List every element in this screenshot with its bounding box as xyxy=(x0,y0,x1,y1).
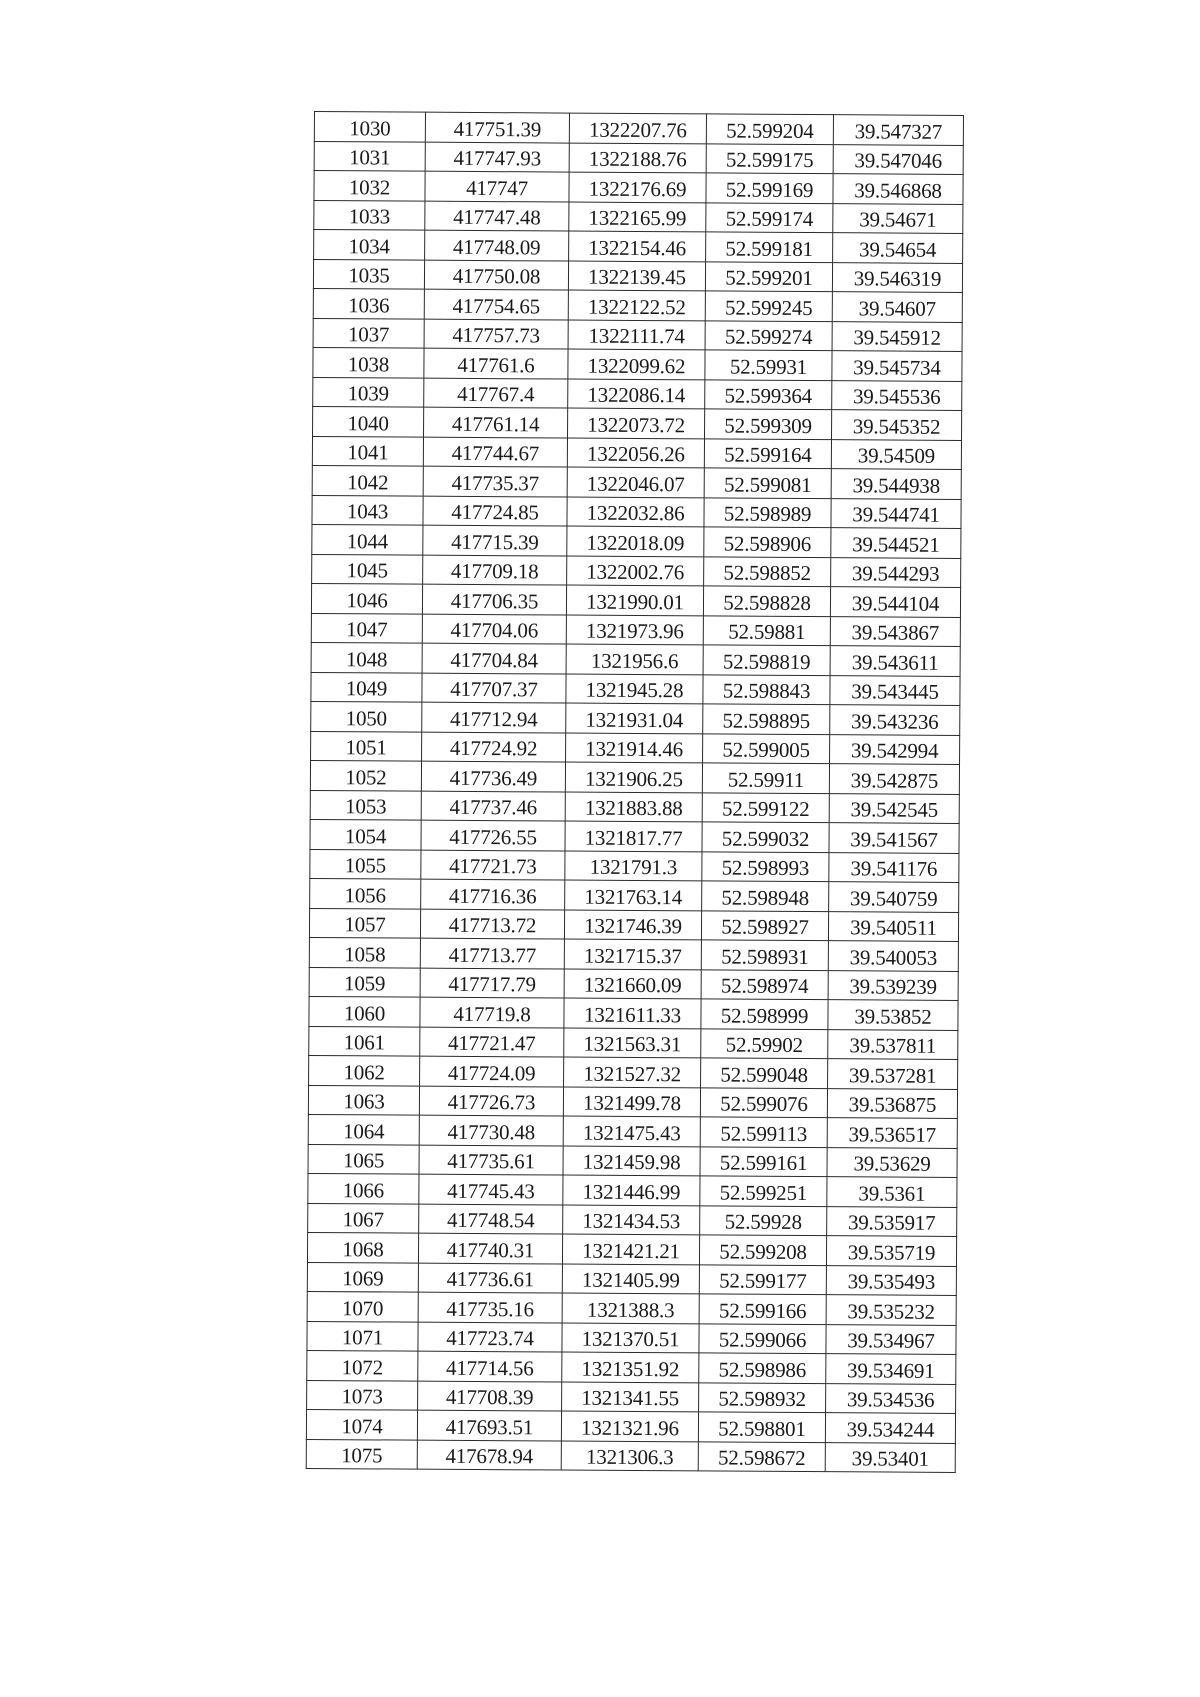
table-row xyxy=(309,1055,958,1088)
point-number-cell: 1040 xyxy=(313,406,424,436)
latitude-cell: 52.599113 xyxy=(700,1117,827,1147)
latitude-cell: 52.598852 xyxy=(704,556,831,586)
table-row xyxy=(314,200,963,233)
y-coordinate-cell: 1322002.76 xyxy=(567,556,704,586)
longitude-cell: 39.534536 xyxy=(826,1383,956,1413)
latitude-cell: 52.599122 xyxy=(702,792,829,822)
longitude-cell: 39.540759 xyxy=(829,882,959,912)
longitude-cell: 39.544741 xyxy=(831,498,961,528)
table-row xyxy=(314,112,963,145)
longitude-cell: 39.540053 xyxy=(828,941,958,971)
point-number-cell: 1042 xyxy=(312,465,423,495)
point-number-cell: 1064 xyxy=(308,1114,419,1144)
y-coordinate-cell: 1321370.51 xyxy=(562,1323,699,1353)
table-row xyxy=(314,171,963,204)
y-coordinate-cell: 1322111.74 xyxy=(568,320,705,350)
point-number-cell: 1058 xyxy=(309,937,420,967)
point-number-cell: 1060 xyxy=(309,996,420,1026)
y-coordinate-cell: 1322207.76 xyxy=(569,113,706,143)
latitude-cell: 52.598895 xyxy=(703,704,830,734)
latitude-cell: 52.598986 xyxy=(699,1353,826,1383)
table-row xyxy=(311,672,960,705)
point-number-cell: 1055 xyxy=(310,849,421,879)
point-number-cell: 1046 xyxy=(311,583,422,613)
y-coordinate-cell: 1321791.3 xyxy=(565,851,702,881)
longitude-cell: 39.535719 xyxy=(826,1236,956,1266)
x-coordinate-cell: 417723.74 xyxy=(418,1322,562,1352)
latitude-cell: 52.598819 xyxy=(703,645,830,675)
longitude-cell: 39.534244 xyxy=(825,1413,955,1443)
table-row xyxy=(311,731,960,764)
x-coordinate-cell: 417708.39 xyxy=(418,1381,562,1411)
x-coordinate-cell: 417737.46 xyxy=(421,791,565,821)
latitude-cell: 52.599066 xyxy=(699,1323,826,1353)
y-coordinate-cell: 1321351.92 xyxy=(562,1352,699,1382)
latitude-cell: 52.599005 xyxy=(703,733,830,763)
longitude-cell: 39.543867 xyxy=(830,616,960,646)
table-row xyxy=(311,613,960,646)
x-coordinate-cell: 417767.4 xyxy=(424,378,568,408)
x-coordinate-cell: 417747.48 xyxy=(425,201,569,231)
x-coordinate-cell: 417714.56 xyxy=(418,1351,562,1381)
x-coordinate-cell: 417735.16 xyxy=(418,1292,562,1322)
y-coordinate-cell: 1321973.96 xyxy=(566,615,703,645)
table-row xyxy=(313,288,962,321)
latitude-cell: 52.599274 xyxy=(705,320,832,350)
x-coordinate-cell: 417761.14 xyxy=(424,407,568,437)
point-number-cell: 1059 xyxy=(309,967,420,997)
longitude-cell: 39.54654 xyxy=(833,233,963,263)
y-coordinate-cell: 1321306.3 xyxy=(561,1441,698,1471)
y-coordinate-cell: 1322046.07 xyxy=(567,467,704,497)
point-number-cell: 1031 xyxy=(314,141,425,171)
x-coordinate-cell: 417704.84 xyxy=(422,643,566,673)
table-row xyxy=(309,908,958,941)
table-row xyxy=(308,1085,957,1118)
point-number-cell: 1074 xyxy=(306,1409,417,1439)
y-coordinate-cell: 1321321.96 xyxy=(561,1411,698,1441)
point-number-cell: 1067 xyxy=(308,1203,419,1233)
table-row xyxy=(309,937,958,970)
point-number-cell: 1043 xyxy=(312,495,423,525)
y-coordinate-cell: 1322056.26 xyxy=(567,438,704,468)
point-number-cell: 1035 xyxy=(313,259,424,289)
y-coordinate-cell: 1321931.04 xyxy=(566,703,703,733)
point-number-cell: 1049 xyxy=(311,672,422,702)
longitude-cell: 39.546319 xyxy=(832,262,962,292)
point-number-cell: 1038 xyxy=(313,347,424,377)
y-coordinate-cell: 1321611.33 xyxy=(564,998,701,1028)
table-row xyxy=(311,642,960,675)
longitude-cell: 39.547327 xyxy=(833,115,963,145)
latitude-cell: 52.598931 xyxy=(701,940,828,970)
x-coordinate-cell: 417721.47 xyxy=(420,1027,564,1057)
table-row xyxy=(312,436,961,469)
y-coordinate-cell: 1321434.53 xyxy=(563,1205,700,1235)
y-coordinate-cell: 1321388.3 xyxy=(562,1293,699,1323)
latitude-cell: 52.599174 xyxy=(706,202,833,232)
x-coordinate-cell: 417724.92 xyxy=(422,732,566,762)
x-coordinate-cell: 417730.48 xyxy=(419,1115,563,1145)
x-coordinate-cell: 417761.6 xyxy=(424,348,568,378)
longitude-cell: 39.542875 xyxy=(829,764,959,794)
table-row xyxy=(313,377,962,410)
latitude-cell: 52.59902 xyxy=(701,1028,828,1058)
longitude-cell: 39.541176 xyxy=(829,852,959,882)
y-coordinate-cell: 1321459.98 xyxy=(563,1146,700,1176)
point-number-cell: 1066 xyxy=(308,1173,419,1203)
latitude-cell: 52.598906 xyxy=(704,527,831,557)
longitude-cell: 39.534967 xyxy=(826,1324,956,1354)
x-coordinate-cell: 417726.73 xyxy=(419,1086,563,1116)
point-number-cell: 1056 xyxy=(310,878,421,908)
table-row xyxy=(313,406,962,439)
x-coordinate-cell: 417744.67 xyxy=(423,437,567,467)
x-coordinate-cell: 417747.93 xyxy=(425,142,569,172)
point-number-cell: 1037 xyxy=(313,318,424,348)
x-coordinate-cell: 417719.8 xyxy=(420,997,564,1027)
latitude-cell: 52.599309 xyxy=(705,409,832,439)
longitude-cell: 39.541567 xyxy=(829,823,959,853)
y-coordinate-cell: 1321906.25 xyxy=(565,762,702,792)
x-coordinate-cell: 417748.54 xyxy=(419,1204,563,1234)
longitude-cell: 39.545734 xyxy=(832,351,962,381)
point-number-cell: 1065 xyxy=(308,1144,419,1174)
longitude-cell: 39.542545 xyxy=(829,793,959,823)
latitude-cell: 52.598927 xyxy=(701,910,828,940)
longitude-cell: 39.542994 xyxy=(830,734,960,764)
point-number-cell: 1053 xyxy=(310,790,421,820)
x-coordinate-cell: 417748.09 xyxy=(425,230,569,260)
y-coordinate-cell: 1321563.31 xyxy=(564,1028,701,1058)
x-coordinate-cell: 417717.79 xyxy=(420,968,564,998)
latitude-cell: 52.599251 xyxy=(700,1176,827,1206)
x-coordinate-cell: 417712.94 xyxy=(422,702,566,732)
point-number-cell: 1070 xyxy=(307,1291,418,1321)
x-coordinate-cell: 417740.31 xyxy=(418,1233,562,1263)
latitude-cell: 52.59881 xyxy=(703,615,830,645)
point-number-cell: 1047 xyxy=(311,613,422,643)
x-coordinate-cell: 417704.06 xyxy=(422,614,566,644)
x-coordinate-cell: 417745.43 xyxy=(419,1174,563,1204)
x-coordinate-cell: 417724.85 xyxy=(423,496,567,526)
point-number-cell: 1062 xyxy=(309,1055,420,1085)
table-row xyxy=(314,141,963,174)
latitude-cell: 52.598828 xyxy=(703,586,830,616)
point-number-cell: 1048 xyxy=(311,642,422,672)
longitude-cell: 39.53629 xyxy=(827,1147,957,1177)
point-number-cell: 1052 xyxy=(310,760,421,790)
point-number-cell: 1041 xyxy=(312,436,423,466)
y-coordinate-cell: 1321763.14 xyxy=(565,880,702,910)
longitude-cell: 39.536517 xyxy=(827,1118,957,1148)
y-coordinate-cell: 1321746.39 xyxy=(564,910,701,940)
y-coordinate-cell: 1322188.76 xyxy=(569,143,706,173)
y-coordinate-cell: 1322176.69 xyxy=(569,172,706,202)
y-coordinate-cell: 1322139.45 xyxy=(568,261,705,291)
latitude-cell: 52.598948 xyxy=(702,881,829,911)
y-coordinate-cell: 1321405.99 xyxy=(562,1264,699,1294)
longitude-cell: 39.534691 xyxy=(826,1354,956,1384)
latitude-cell: 52.598999 xyxy=(701,999,828,1029)
longitude-cell: 39.539239 xyxy=(828,970,958,1000)
table-row xyxy=(312,495,961,528)
longitude-cell: 39.544293 xyxy=(831,557,961,587)
point-number-cell: 1068 xyxy=(307,1232,418,1262)
x-coordinate-cell: 417724.09 xyxy=(420,1056,564,1086)
y-coordinate-cell: 1321883.88 xyxy=(565,792,702,822)
latitude-cell: 52.598801 xyxy=(698,1412,825,1442)
point-number-cell: 1061 xyxy=(309,1026,420,1056)
y-coordinate-cell: 1321475.43 xyxy=(563,1116,700,1146)
point-number-cell: 1069 xyxy=(307,1262,418,1292)
table-row xyxy=(310,790,959,823)
x-coordinate-cell: 417721.73 xyxy=(421,850,565,880)
x-coordinate-cell: 417735.61 xyxy=(419,1145,563,1175)
longitude-cell: 39.54671 xyxy=(833,203,963,233)
longitude-cell: 39.54607 xyxy=(832,292,962,322)
longitude-cell: 39.54509 xyxy=(831,439,961,469)
table-row xyxy=(309,967,958,1000)
table-row xyxy=(312,465,961,498)
x-coordinate-cell: 417750.08 xyxy=(424,260,568,290)
longitude-cell: 39.543611 xyxy=(830,646,960,676)
table-row xyxy=(313,259,962,292)
latitude-cell: 52.598932 xyxy=(699,1382,826,1412)
latitude-cell: 52.598989 xyxy=(704,497,831,527)
y-coordinate-cell: 1322099.62 xyxy=(568,349,705,379)
x-coordinate-cell: 417754.65 xyxy=(424,289,568,319)
latitude-cell: 52.599048 xyxy=(701,1058,828,1088)
point-number-cell: 1050 xyxy=(311,701,422,731)
y-coordinate-cell: 1321341.55 xyxy=(562,1382,699,1412)
coordinates-table xyxy=(306,111,964,1473)
table-row xyxy=(310,760,959,793)
longitude-cell: 39.543445 xyxy=(830,675,960,705)
y-coordinate-cell: 1321956.6 xyxy=(566,644,703,674)
y-coordinate-cell: 1321914.46 xyxy=(566,733,703,763)
point-number-cell: 1072 xyxy=(307,1350,418,1380)
x-coordinate-cell: 417706.35 xyxy=(422,584,566,614)
longitude-cell: 39.540511 xyxy=(828,911,958,941)
table-row xyxy=(310,819,959,852)
longitude-cell: 39.545536 xyxy=(832,380,962,410)
table-row xyxy=(308,1173,957,1206)
latitude-cell: 52.599208 xyxy=(699,1235,826,1265)
x-coordinate-cell: 417736.61 xyxy=(418,1263,562,1293)
x-coordinate-cell: 417757.73 xyxy=(424,319,568,349)
y-coordinate-cell: 1321715.37 xyxy=(564,939,701,969)
latitude-cell: 52.599177 xyxy=(699,1264,826,1294)
x-coordinate-cell: 417709.18 xyxy=(423,555,567,585)
longitude-cell: 39.537811 xyxy=(828,1029,958,1059)
table-row xyxy=(313,318,962,351)
y-coordinate-cell: 1321421.21 xyxy=(562,1234,699,1264)
longitude-cell: 39.535493 xyxy=(826,1265,956,1295)
latitude-cell: 52.599169 xyxy=(706,173,833,203)
point-number-cell: 1057 xyxy=(309,908,420,938)
y-coordinate-cell: 1322086.14 xyxy=(568,379,705,409)
latitude-cell: 52.598672 xyxy=(698,1441,825,1471)
longitude-cell: 39.53852 xyxy=(828,1000,958,1030)
y-coordinate-cell: 1321499.78 xyxy=(563,1087,700,1117)
point-number-cell: 1044 xyxy=(312,524,423,554)
table-row xyxy=(310,849,959,882)
y-coordinate-cell: 1321446.99 xyxy=(563,1175,700,1205)
longitude-cell: 39.537281 xyxy=(828,1059,958,1089)
point-number-cell: 1039 xyxy=(313,377,424,407)
y-coordinate-cell: 1321527.32 xyxy=(564,1057,701,1087)
x-coordinate-cell: 417747 xyxy=(425,171,569,201)
latitude-cell: 52.599076 xyxy=(700,1087,827,1117)
y-coordinate-cell: 1322122.52 xyxy=(568,290,705,320)
table-row xyxy=(306,1409,955,1442)
y-coordinate-cell: 1321945.28 xyxy=(566,674,703,704)
longitude-cell: 39.544104 xyxy=(830,587,960,617)
latitude-cell: 52.599175 xyxy=(706,143,833,173)
y-coordinate-cell: 1321660.09 xyxy=(564,969,701,999)
x-coordinate-cell: 417713.77 xyxy=(420,938,564,968)
x-coordinate-cell: 417715.39 xyxy=(423,525,567,555)
longitude-cell: 39.544938 xyxy=(831,469,961,499)
latitude-cell: 52.599032 xyxy=(702,822,829,852)
latitude-cell: 52.599081 xyxy=(704,468,831,498)
point-number-cell: 1051 xyxy=(311,731,422,761)
latitude-cell: 52.59911 xyxy=(702,763,829,793)
table-row xyxy=(308,1114,957,1147)
table-row xyxy=(307,1321,956,1354)
latitude-cell: 52.598993 xyxy=(702,851,829,881)
table-row xyxy=(306,1439,955,1472)
point-number-cell: 1034 xyxy=(314,230,425,260)
table-row xyxy=(309,996,958,1029)
latitude-cell: 52.599245 xyxy=(705,291,832,321)
latitude-cell: 52.599204 xyxy=(706,114,833,144)
table-row xyxy=(314,230,963,263)
latitude-cell: 52.599161 xyxy=(700,1146,827,1176)
x-coordinate-cell: 417726.55 xyxy=(421,820,565,850)
longitude-cell: 39.535232 xyxy=(826,1295,956,1325)
latitude-cell: 52.599364 xyxy=(705,379,832,409)
x-coordinate-cell: 417735.37 xyxy=(423,466,567,496)
point-number-cell: 1032 xyxy=(314,171,425,201)
longitude-cell: 39.545352 xyxy=(832,410,962,440)
point-number-cell: 1036 xyxy=(313,288,424,318)
longitude-cell: 39.543236 xyxy=(830,705,960,735)
longitude-cell: 39.546868 xyxy=(833,174,963,204)
latitude-cell: 52.599181 xyxy=(706,232,833,262)
table-row xyxy=(307,1232,956,1265)
x-coordinate-cell: 417707.37 xyxy=(422,673,566,703)
y-coordinate-cell: 1322165.99 xyxy=(569,202,706,232)
table-row xyxy=(307,1350,956,1383)
point-number-cell: 1030 xyxy=(314,112,425,142)
latitude-cell: 52.598974 xyxy=(701,969,828,999)
longitude-cell: 39.545912 xyxy=(832,321,962,351)
point-number-cell: 1075 xyxy=(306,1439,417,1469)
longitude-cell: 39.5361 xyxy=(827,1177,957,1207)
point-number-cell: 1063 xyxy=(308,1085,419,1115)
table-row xyxy=(311,583,960,616)
longitude-cell: 39.536875 xyxy=(827,1088,957,1118)
point-number-cell: 1071 xyxy=(307,1321,418,1351)
y-coordinate-cell: 1322073.72 xyxy=(568,408,705,438)
table-row xyxy=(313,347,962,380)
x-coordinate-cell: 417693.51 xyxy=(417,1410,561,1440)
table-row xyxy=(307,1380,956,1413)
x-coordinate-cell: 417678.94 xyxy=(417,1440,561,1470)
y-coordinate-cell: 1322154.46 xyxy=(569,231,706,261)
table-row xyxy=(309,1026,958,1059)
latitude-cell: 52.59928 xyxy=(700,1205,827,1235)
x-coordinate-cell: 417736.49 xyxy=(421,761,565,791)
table-row xyxy=(312,524,961,557)
latitude-cell: 52.599201 xyxy=(705,261,832,291)
point-number-cell: 1073 xyxy=(307,1380,418,1410)
coordinates-table-body xyxy=(306,112,963,1473)
y-coordinate-cell: 1322018.09 xyxy=(567,526,704,556)
table-row xyxy=(308,1144,957,1177)
table-row xyxy=(307,1291,956,1324)
latitude-cell: 52.599164 xyxy=(704,438,831,468)
longitude-cell: 39.53401 xyxy=(825,1442,955,1472)
y-coordinate-cell: 1321990.01 xyxy=(566,585,703,615)
y-coordinate-cell: 1322032.86 xyxy=(567,497,704,527)
table-row xyxy=(310,878,959,911)
x-coordinate-cell: 417713.72 xyxy=(420,909,564,939)
point-number-cell: 1033 xyxy=(314,200,425,230)
latitude-cell: 52.598843 xyxy=(703,674,830,704)
longitude-cell: 39.547046 xyxy=(833,144,963,174)
table-row xyxy=(307,1262,956,1295)
latitude-cell: 52.599166 xyxy=(699,1294,826,1324)
longitude-cell: 39.544521 xyxy=(831,528,961,558)
y-coordinate-cell: 1321817.77 xyxy=(565,821,702,851)
point-number-cell: 1054 xyxy=(310,819,421,849)
latitude-cell: 52.59931 xyxy=(705,350,832,380)
x-coordinate-cell: 417716.36 xyxy=(421,879,565,909)
x-coordinate-cell: 417751.39 xyxy=(425,112,569,142)
longitude-cell: 39.535917 xyxy=(827,1206,957,1236)
point-number-cell: 1045 xyxy=(312,554,423,584)
table-row xyxy=(312,554,961,587)
table-row xyxy=(308,1203,957,1236)
table-row xyxy=(311,701,960,734)
